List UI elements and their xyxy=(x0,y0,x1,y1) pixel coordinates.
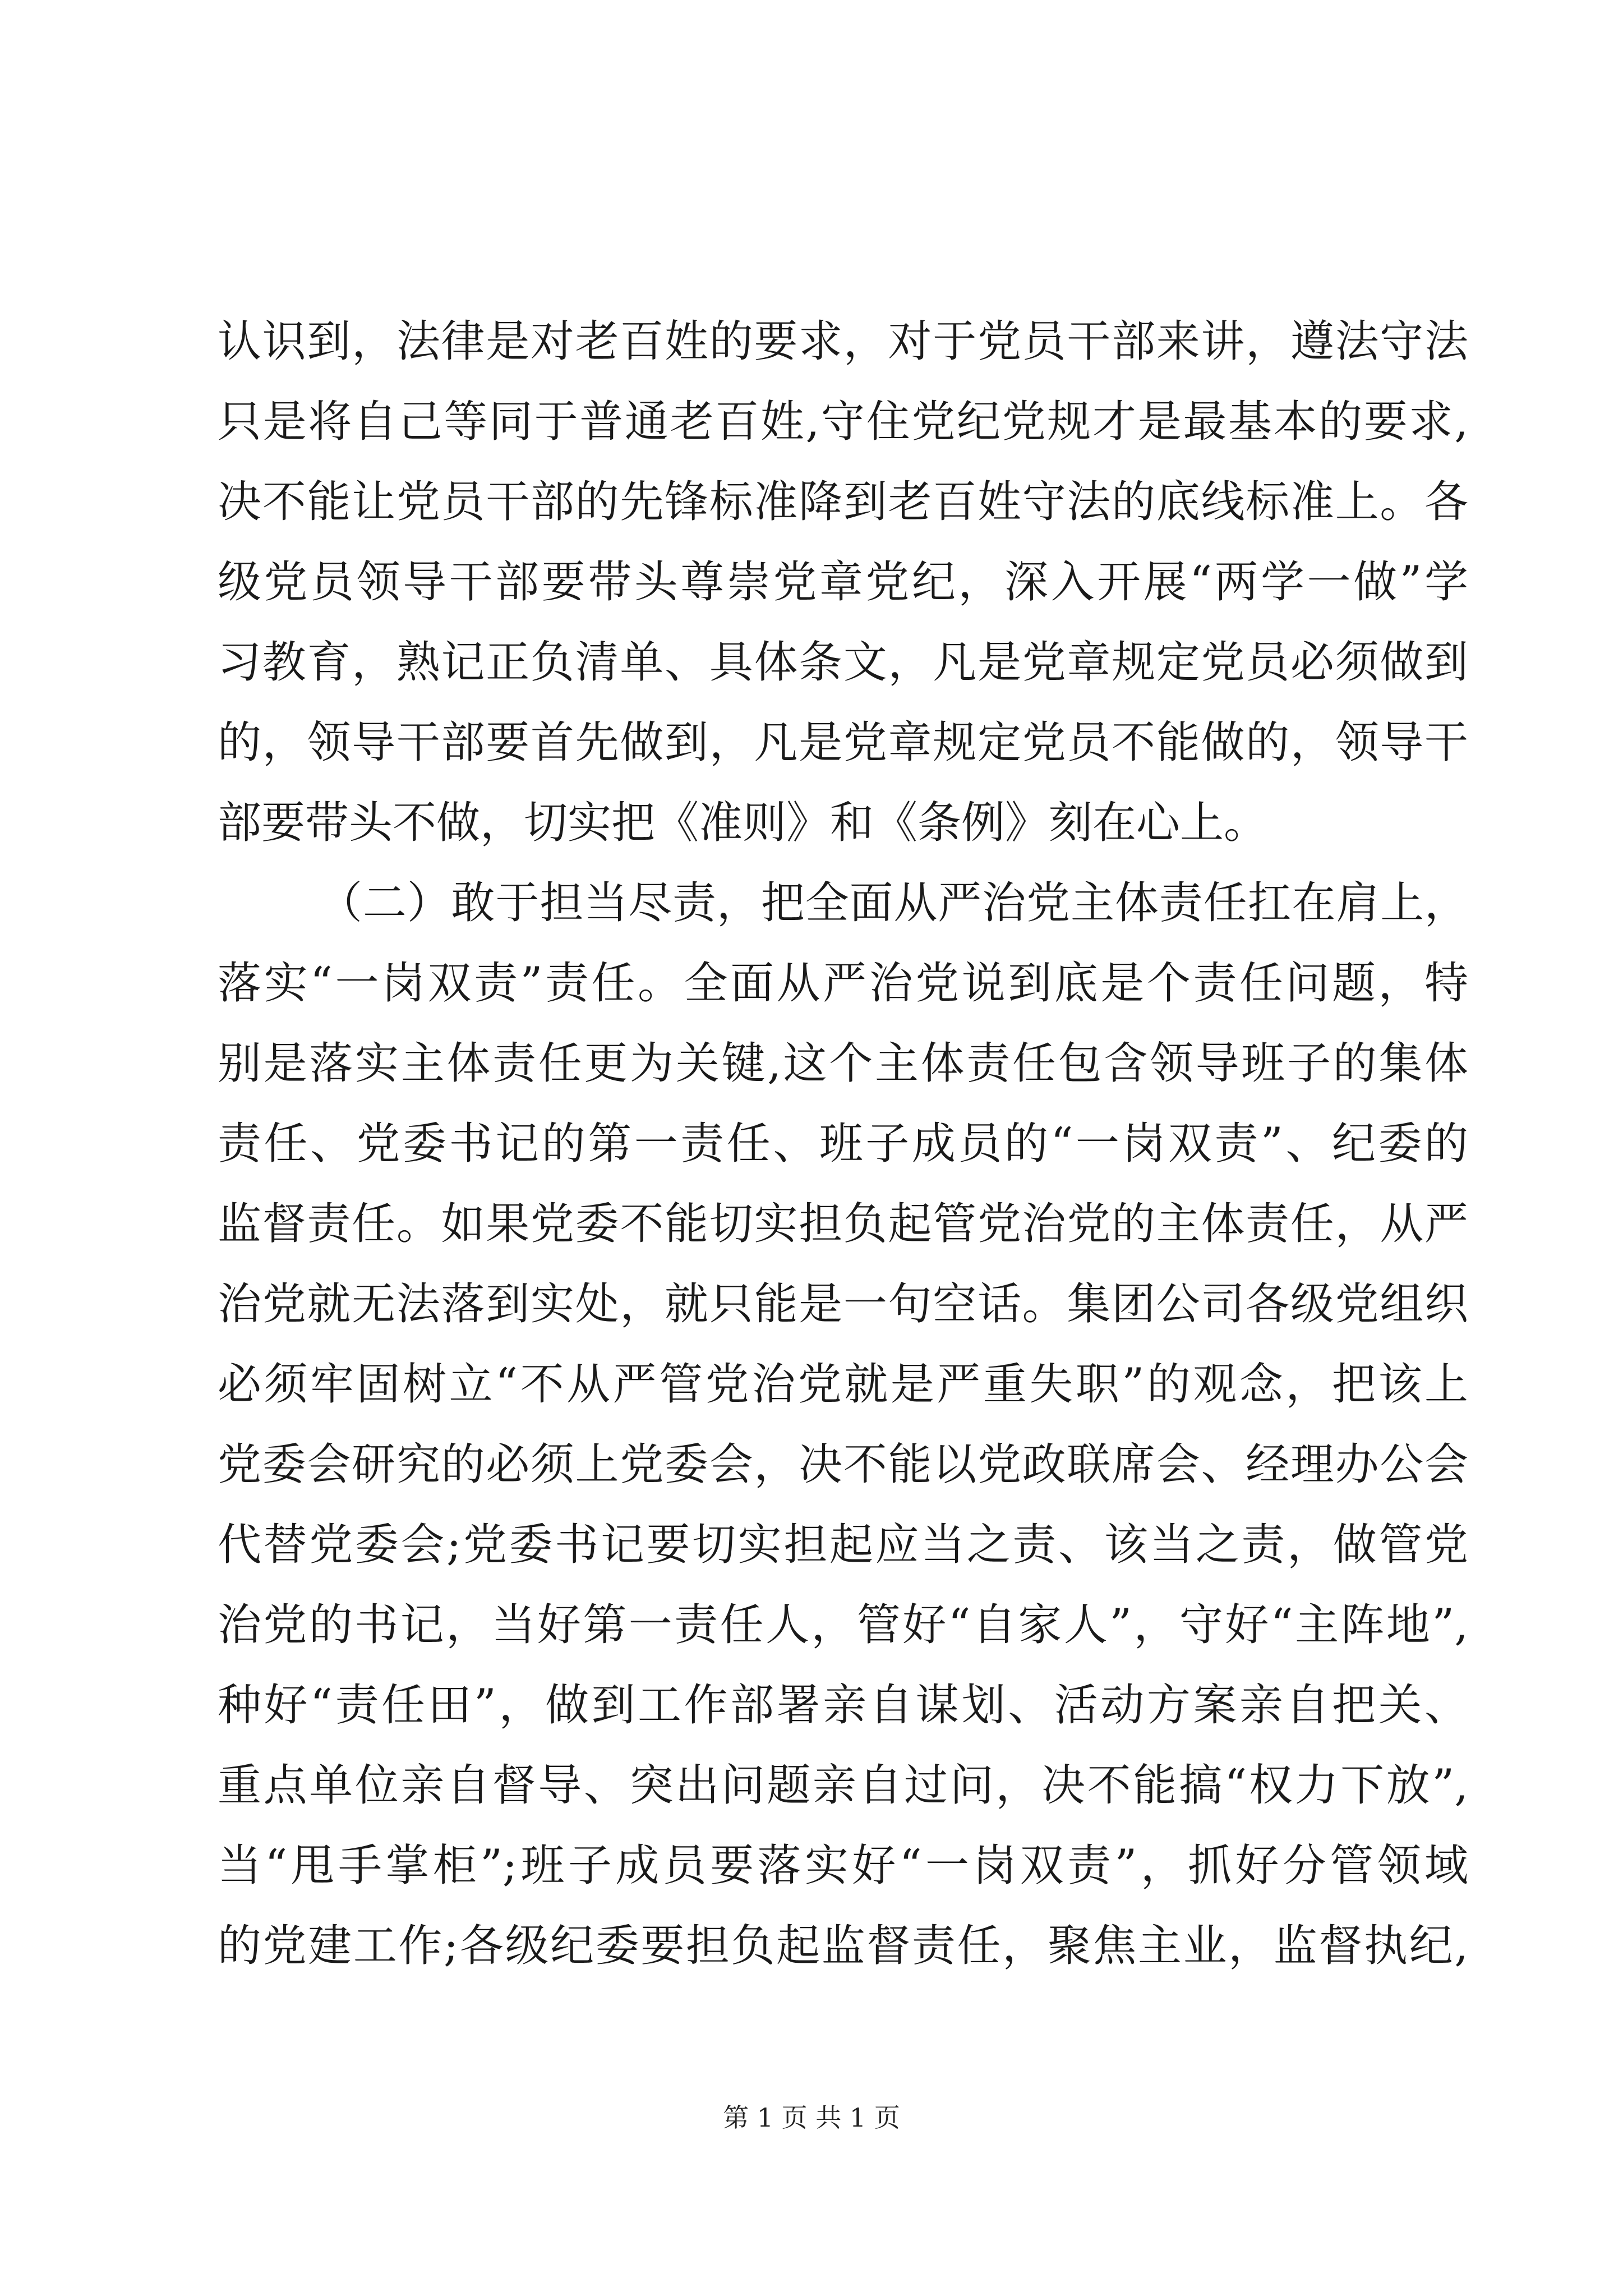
text-line-7: 部要带头不做，切实把《准则》和《条例》刻在心上。 xyxy=(218,798,1268,848)
text-line-12: 监督责任。如果党委不能切实担负起管党治党的主体责任，从严 xyxy=(218,1199,1468,1249)
text-line-15: 党委会研究的必须上党委会，决不能以党政联席会、经理办公会 xyxy=(218,1439,1468,1490)
text-line-3: 决不能让党员干部的先锋标准降到老百姓守法的底线标准上。各 xyxy=(218,477,1468,527)
text-line-10: 别是落实主体责任更为关键,这个主体责任包含领导班子的集体 xyxy=(218,1038,1468,1089)
page-footer xyxy=(0,2101,1623,2134)
text-line-13: 治党就无法落到实处，就只能是一句空话。集团公司各级党组织 xyxy=(218,1279,1468,1329)
text-line-2: 只是将自己等同于普通老百姓,守住党纪党规才是最基本的要求, xyxy=(218,397,1468,447)
text-line-4: 级党员领导干部要带头尊崇党章党纪，深入开展“两学一做”学 xyxy=(218,557,1468,608)
text-line-6: 的，领导干部要首先做到，凡是党章规定党员不能做的，领导干 xyxy=(218,717,1468,768)
text-line-18: 种好“责任田”，做到工作部署亲自谋划、活动方案亲自把关、 xyxy=(218,1680,1468,1731)
text-line-21: 的党建工作;各级纪委要担负起监督责任，聚焦主业，监督执纪, xyxy=(218,1921,1468,1971)
page-number-label: 第 1 页 共 1 页 xyxy=(723,2102,900,2133)
document-body xyxy=(218,302,1468,1986)
text-line-14: 必须牢固树立“不从严管党治党就是严重失职”的观念，把该上 xyxy=(218,1359,1468,1410)
text-line-5: 习教育，熟记正负清单、具体条文，凡是党章规定党员必须做到 xyxy=(218,637,1468,688)
text-line-19: 重点单位亲自督导、突出问题亲自过问，决不能搞“权力下放”, xyxy=(218,1760,1468,1811)
text-line-17: 治党的书记，当好第一责任人，管好“自家人”，守好“主阵地”, xyxy=(218,1600,1468,1650)
text-line-20: 当“甩手掌柜”;班子成员要落实好“一岗双责”，抓好分管领域 xyxy=(218,1841,1468,1891)
text-line-16: 代替党委会;党委书记要切实担起应当之责、该当之责，做管党 xyxy=(218,1520,1468,1570)
text-line-1: 认识到，法律是对老百姓的要求，对于党员干部来讲，遵法守法 xyxy=(218,316,1468,367)
text-line-9: 落实“一岗双责”责任。全面从严治党说到底是个责任问题，特 xyxy=(218,958,1468,1009)
text-line-8: （二）敢于担当尽责，把全面从严治党主体责任扛在肩上， xyxy=(319,878,1468,928)
text-line-11: 责任、党委书记的第一责任、班子成员的“一岗双责”、纪委的 xyxy=(218,1119,1468,1169)
